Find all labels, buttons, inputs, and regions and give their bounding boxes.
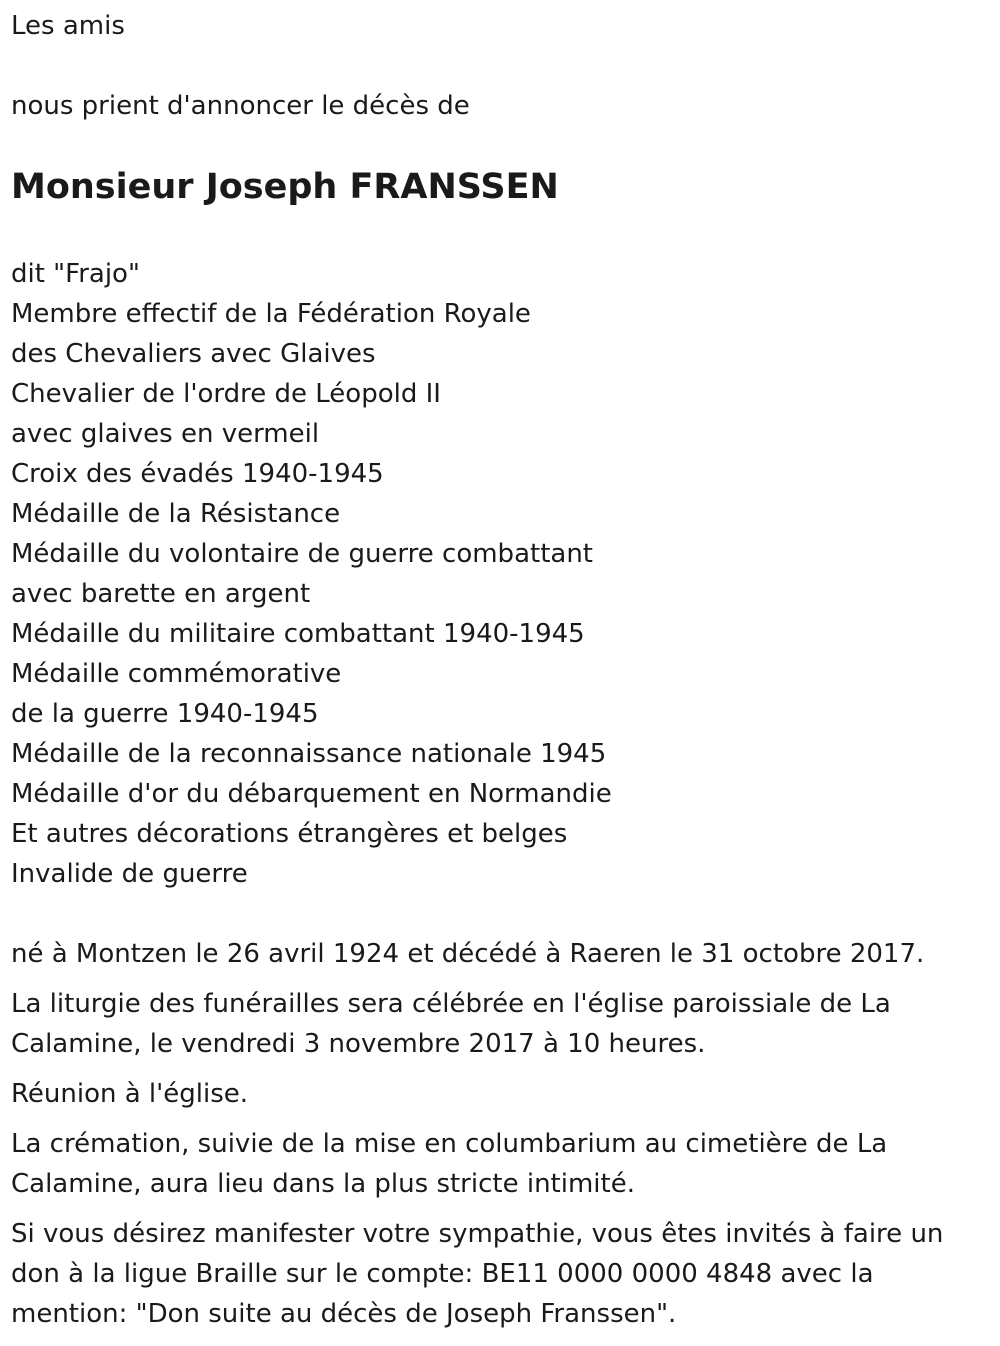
title-line: avec glaives en vermeil: [11, 419, 320, 449]
title-line: des Chevaliers avec Glaives: [11, 339, 376, 369]
deceased-name: Monsieur Joseph FRANSSEN: [11, 167, 559, 207]
title-line: Médaille du volontaire de guerre combattant: [11, 539, 593, 569]
title-line: Médaille du militaire combattant 1940-1945: [11, 619, 585, 649]
title-line: Médaille de la Résistance: [11, 499, 341, 529]
title-line: Chevalier de l'ordre de Léopold II: [11, 379, 441, 409]
title-line: Invalide de guerre: [11, 859, 248, 889]
death-notice: [11, 0, 986, 1334]
birth-death-text: né à Montzen le 26 avril 1924 et décédé à Raeren le 31 octobre 2017.: [11, 939, 925, 969]
titles-list: [11, 254, 986, 894]
title-line: Croix des évadés 1940-1945: [11, 459, 384, 489]
sympathy-text: Si vous désirez manifester votre sympathie, vous êtes invités à faire un don à la ligue Braille sur le compte: BE11 0000 0000 4848 avec la mention: "Don suite au décès de Joseph Franssen".: [11, 1219, 944, 1329]
meeting-text: Réunion à l'église.: [11, 1079, 249, 1109]
funeral-text: La liturgie des funérailles sera célébrée en l'église paroissiale de La Calamine, le vendredi 3 novembre 2017 à 10 heures.: [11, 989, 891, 1059]
title-line: avec barette en argent: [11, 579, 311, 609]
title-line: Membre effectif de la Fédération Royale: [11, 299, 531, 329]
cremation-text: La crémation, suivie de la mise en columbarium au cimetière de La Calamine, aura lieu dans la plus stricte intimité.: [11, 1129, 888, 1199]
title-line: de la guerre 1940-1945: [11, 699, 319, 729]
intro-text: Les amis: [11, 11, 125, 41]
title-line: dit "Frajo": [11, 259, 140, 289]
title-line: Médaille d'or du débarquement en Normandie: [11, 779, 612, 809]
title-line: Médaille de la reconnaissance nationale 1945: [11, 739, 607, 769]
title-line: Et autres décorations étrangères et belges: [11, 819, 568, 849]
title-line: Médaille commémorative: [11, 659, 342, 689]
announcement-text: nous prient d'annoncer le décès de: [11, 91, 470, 121]
